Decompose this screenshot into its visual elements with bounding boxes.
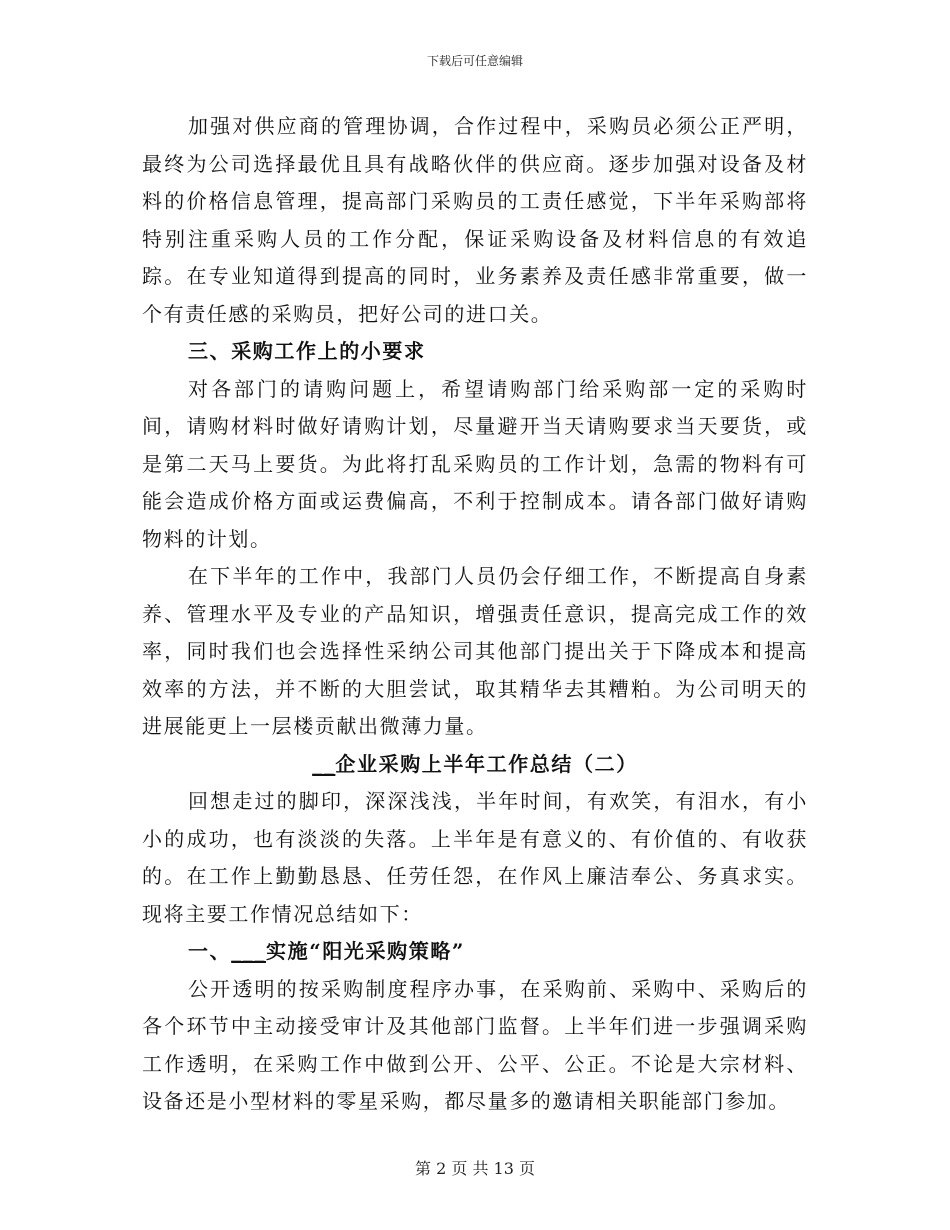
paragraph-supplier-management: 加强对供应商的管理协调，合作过程中，采购员必须公正严明，最终为公司选择最优且具有战略伙伴的供应商。逐步加强对设备及材料的价格信息管理，提高部门采购员的工责任感觉，下半年采购部将特别注重采购人员的工作分配，保证采购设备及材料信息的有效追踪。在专业知道得到提高的同时，业务素养及责任感非常重要，做一个有责任感的采购员，把好公司的进口关。: [142, 114, 808, 326]
section-heading-one: [142, 933, 808, 971]
section-heading-three: 三、采购工作上的小要求: [188, 339, 426, 363]
page-footer: 第 2 页 共 13 页: [415, 1159, 535, 1178]
document-body: [142, 108, 808, 1121]
page-header: 下载后可任意编辑: [426, 54, 523, 68]
document-title: [142, 746, 808, 784]
paragraph-reflection: 回想走过的脚印，深深浅浅，半年时间，有欢笑，有泪水，有小小的成功，也有淡淡的失落。上半年是有意义的、有价值的、有收获的。在工作上勤勤恳恳、任劳任怨，在作风上廉洁奉公、务真求实。现将主要工作情况总结如下：: [142, 789, 808, 926]
heading-one-text: 实施“阳光采购策略”: [266, 939, 466, 963]
paragraph-second-half-plan: 在下半年的工作中，我部门人员仍会仔细工作，不断提高自身素养、管理水平及专业的产品知识，增强责任意识，提高完成工作的效率，同时我们也会选择性采纳公司其他部门提出关于下降成本和提高效率的方法，并不断的大胆尝试，取其精华去其糟粕。为公司明天的进展能更上一层楼贡献出微薄力量。: [142, 564, 808, 738]
title-text: 企业采购上半年工作总结（二）: [335, 751, 638, 776]
heading-one-blank: ___: [231, 939, 267, 963]
paragraph-transparent-procurement: 公开透明的按采购制度程序办事，在采购前、采购中、采购后的各个环节中主动接受审计及其他部门监督。上半年们进一步强调采购工作透明，在采购工作中做到公开、公平、公正。不论是大宗材料、设备还是小型材料的零星采购，都尽量多的邀请相关职能部门参加。: [142, 976, 808, 1113]
paragraph-purchase-requests: 对各部门的请购问题上，希望请购部门给采购部一定的采购时间，请购材料时做好请购计划，尽量避开当天请购要求当天要货，或是第二天马上要货。为此将打乱采购员的工作计划，急需的物料有可能会造成价格方面或运费偏高，不利于控制成本。请各部门做好请购物料的计划。: [142, 376, 808, 551]
heading-one-prefix: 一、: [188, 939, 232, 963]
title-blank: __: [312, 751, 336, 776]
